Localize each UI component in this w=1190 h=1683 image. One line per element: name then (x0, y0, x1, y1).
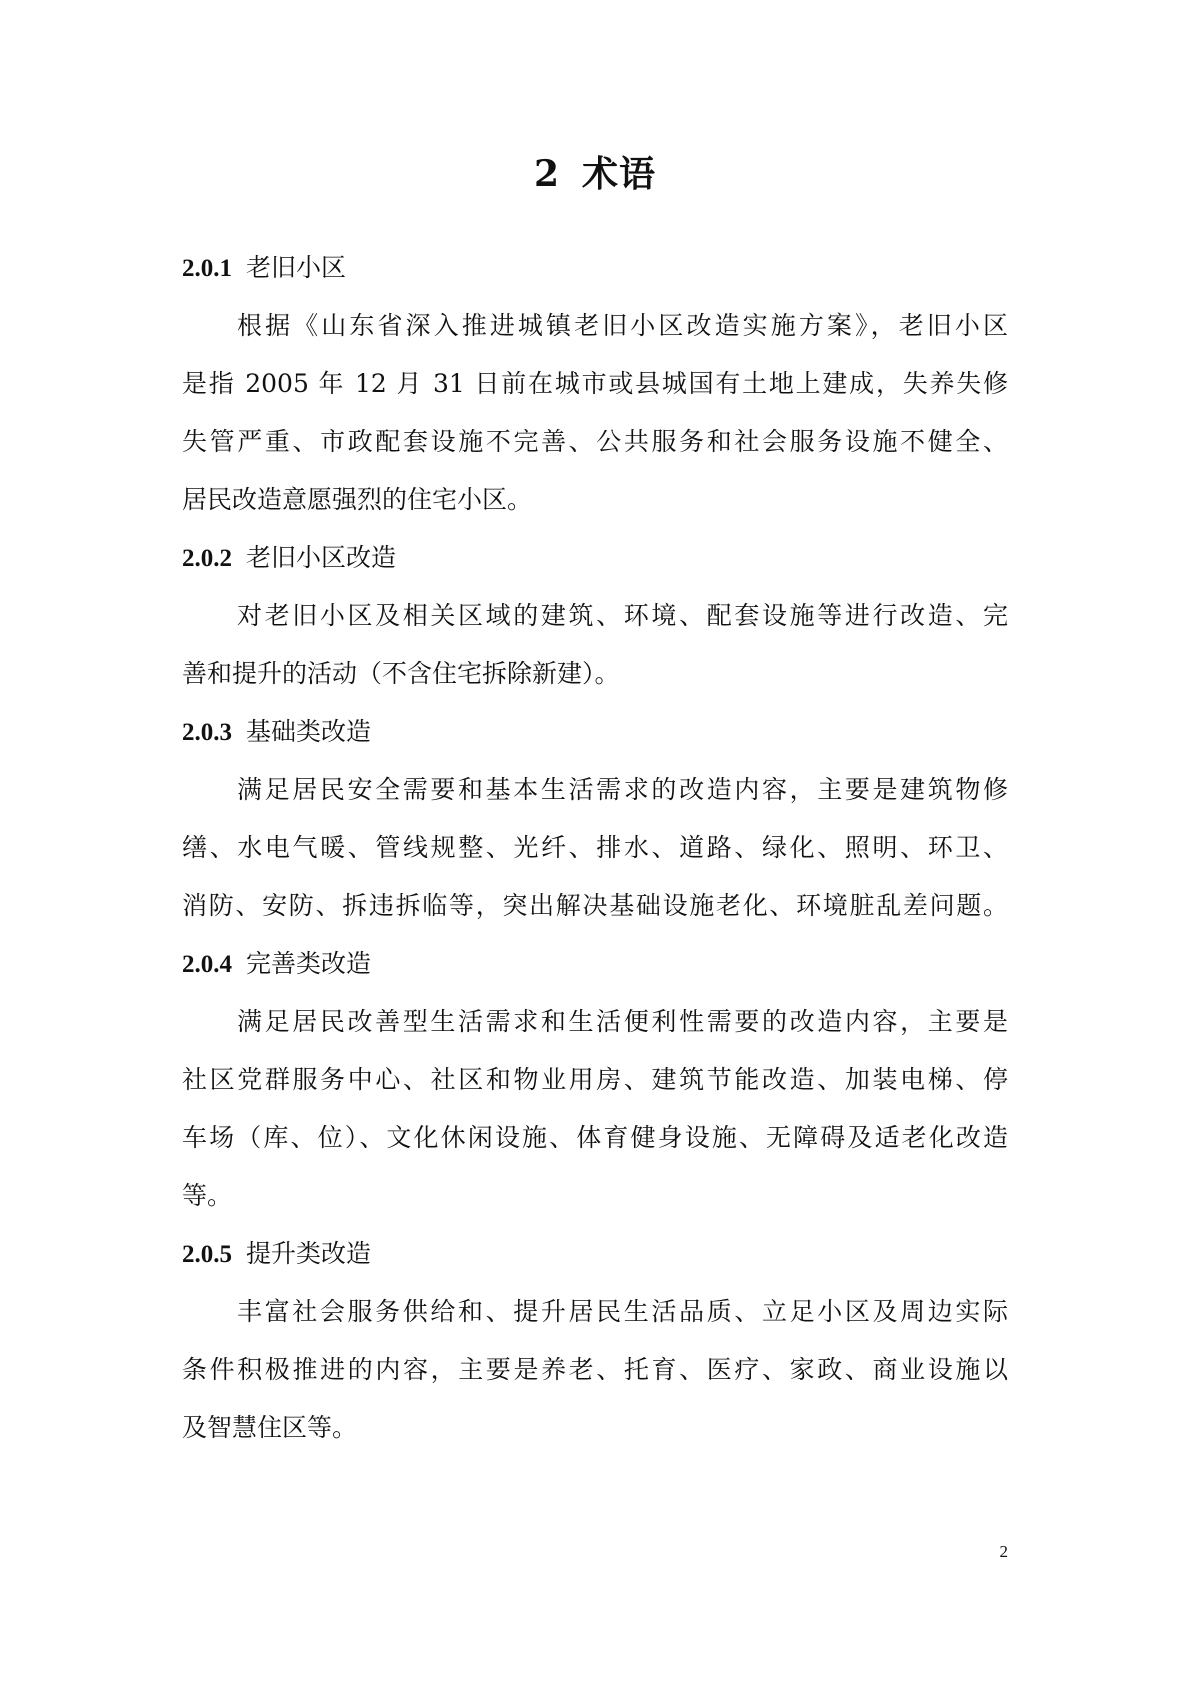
definition-line: 条件积极推进的内容，主要是养老、托育、医疗、家政、商业设施以 (182, 1355, 1008, 1384)
definition-line: 根据《山东省深入推进城镇老旧小区改造实施方案》，老旧小区 (237, 311, 1008, 340)
term-name: 基础类改造 (246, 717, 372, 746)
term-definition (182, 1292, 1008, 1448)
term-heading (182, 712, 1008, 752)
term-definition (182, 306, 1008, 520)
term-number: 2.0.1 (182, 255, 232, 282)
term-number: 2.0.5 (182, 1241, 232, 1268)
term-number: 2.0.3 (182, 719, 232, 746)
definition-line: 是指 2005 年 12 月 31 日前在城市或县城国有土地上建成，失养失修 (182, 369, 1008, 398)
definition-line: 善和提升的活动（不含住宅拆除新建）。 (182, 659, 620, 688)
definition-line: 消防、安防、拆违拆临等，突出解决基础设施老化、环境脏乱差问题。 (182, 891, 1008, 920)
definition-line: 缮、水电气暖、管线规整、光纤、排水、道路、绿化、照明、环卫、 (182, 833, 1008, 862)
term-name: 完善类改造 (246, 949, 372, 978)
term-2-0-5 (182, 1234, 1008, 1448)
term-definition (182, 596, 1008, 694)
definition-line: 社区党群服务中心、社区和物业用房、建筑节能改造、加装电梯、停 (182, 1065, 1008, 1094)
terms-section (182, 248, 1008, 1466)
definition-line: 等。 (182, 1181, 233, 1210)
term-name: 老旧小区改造 (246, 543, 397, 572)
term-number: 2.0.2 (182, 545, 232, 572)
term-2-0-4 (182, 944, 1008, 1216)
term-definition (182, 770, 1008, 926)
term-name: 提升类改造 (246, 1239, 372, 1268)
term-heading (182, 248, 1008, 288)
chapter-title (0, 146, 1190, 197)
definition-line: 及智慧住区等。 (182, 1413, 358, 1442)
term-name: 老旧小区 (246, 253, 347, 282)
definition-line: 对老旧小区及相关区域的建筑、环境、配套设施等进行改造、完 (237, 601, 1008, 630)
definition-line: 居民改造意愿强烈的住宅小区。 (182, 485, 533, 514)
term-2-0-1 (182, 248, 1008, 520)
page-number: 2 (999, 1542, 1008, 1561)
term-2-0-3 (182, 712, 1008, 926)
chapter-name: 术语 (582, 153, 657, 195)
definition-line: 失管严重、市政配套设施不完善、公共服务和社会服务设施不健全、 (182, 427, 1008, 456)
term-2-0-2 (182, 538, 1008, 694)
definition-line: 丰富社会服务供给和、提升居民生活品质、立足小区及周边实际 (237, 1297, 1008, 1326)
definition-line: 满足居民安全需要和基本生活需求的改造内容，主要是建筑物修 (237, 775, 1008, 804)
term-definition (182, 1002, 1008, 1216)
term-heading (182, 1234, 1008, 1274)
chapter-number: 2 (533, 153, 561, 195)
term-heading (182, 944, 1008, 984)
definition-line: 车场（库、位）、文化休闲设施、体育健身设施、无障碍及适老化改造 (182, 1123, 1008, 1152)
term-number: 2.0.4 (182, 951, 232, 978)
term-heading (182, 538, 1008, 578)
definition-line: 满足居民改善型生活需求和生活便利性需要的改造内容，主要是 (237, 1007, 1008, 1036)
